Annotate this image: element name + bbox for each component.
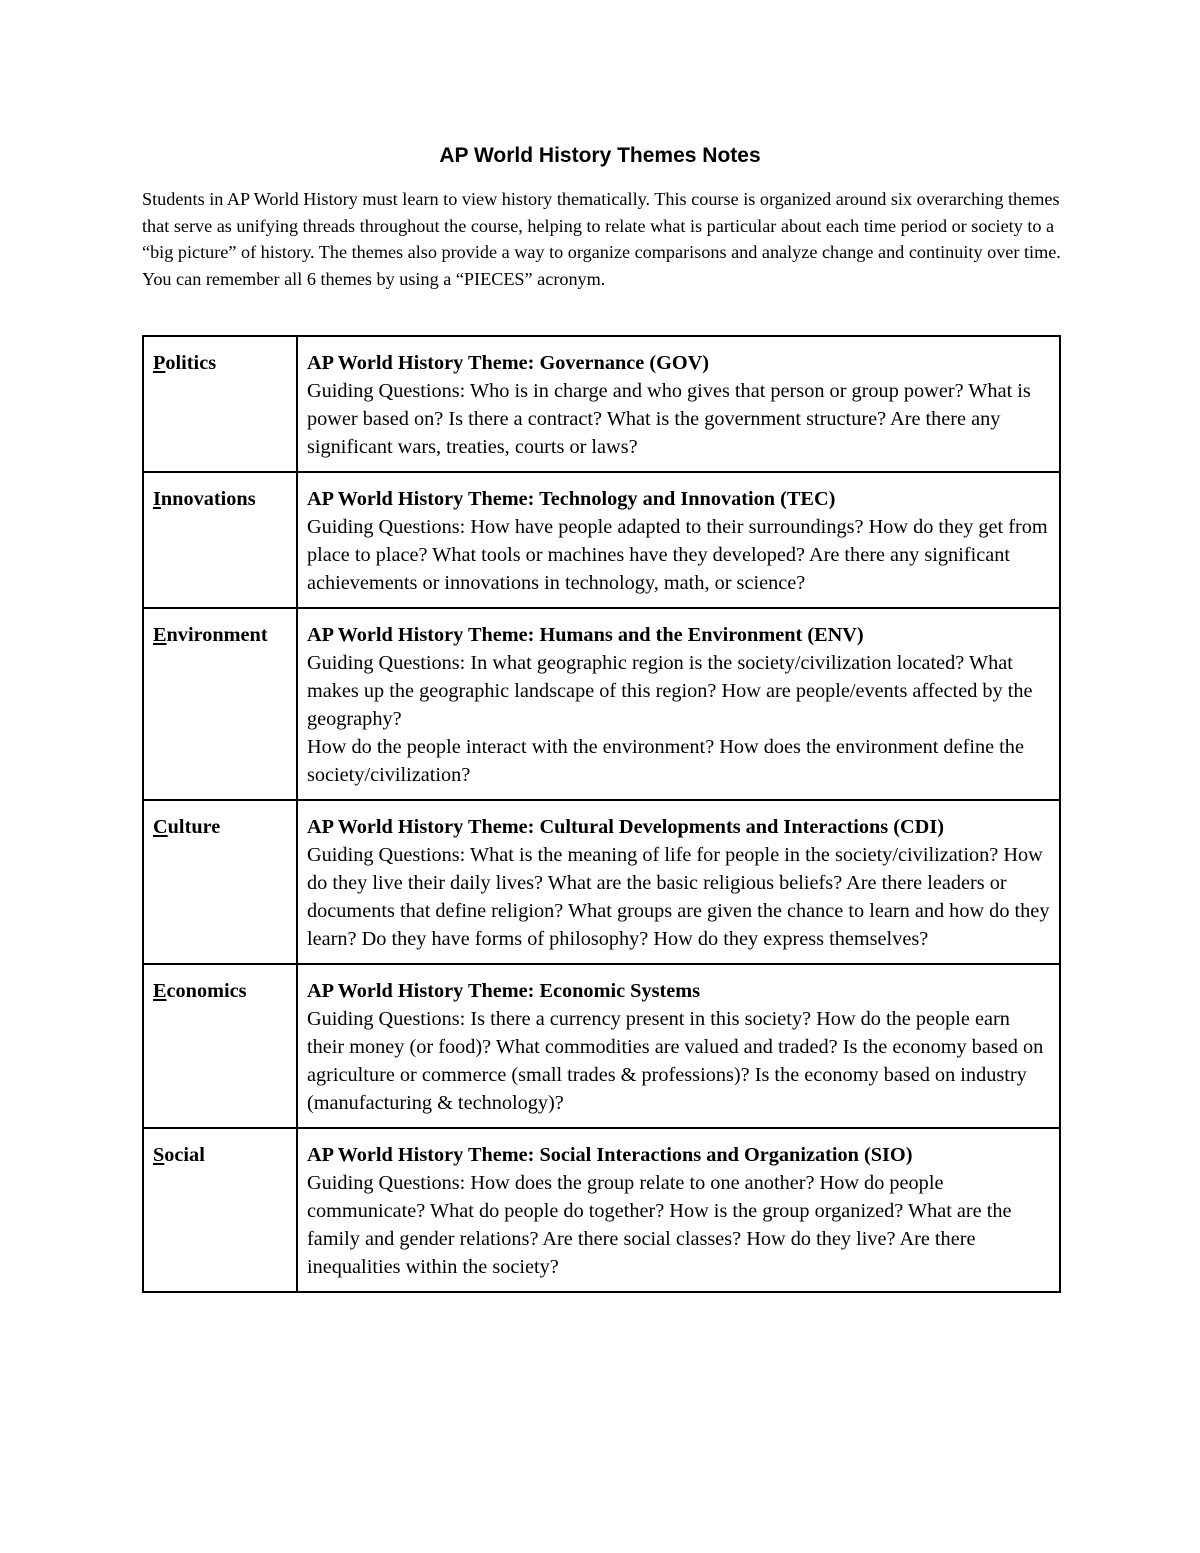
table-row (143, 1128, 1060, 1292)
term-rest: nvironment (166, 624, 268, 646)
guiding-questions-continued: How do the people interact with the environment? How does the environment define the society/civilization? (307, 736, 1024, 786)
description-cell (297, 800, 1060, 964)
table-row (143, 336, 1060, 472)
theme-name: AP World History Theme: Governance (GOV) (307, 352, 710, 374)
table-row (143, 964, 1060, 1128)
term-cell (143, 608, 297, 800)
guiding-questions: Guiding Questions: How does the group relate to one another? How do people communicate? What do people do together? How is the group organized? What are the family and gender relations? Are there social classes? How do they live? Are there inequalities within the society? (307, 1172, 1012, 1278)
description-cell (297, 472, 1060, 608)
description-cell (297, 1128, 1060, 1292)
guiding-questions: Guiding Questions: Is there a currency present in this society? How do the people earn their money (or food)? What commodities are valued and traded? Is the economy based on agriculture or commerce (small trades & professions)? Is the economy based on industry (manufacturing & technology)? (307, 1008, 1044, 1114)
acronym-letter: C (153, 816, 168, 838)
acronym-letter: P (153, 352, 166, 374)
theme-name: AP World History Theme: Social Interactions and Organization (SIO) (307, 1144, 913, 1166)
acronym-letter: S (153, 1144, 165, 1166)
term-cell (143, 800, 297, 964)
term-rest: olitics (165, 352, 217, 374)
guiding-questions: Guiding Questions: Who is in charge and who gives that person or group power? What is power based on? Is there a contract? What is the government structure? Are there any significant wars, treaties, courts or laws? (307, 380, 1031, 458)
term-cell (143, 964, 297, 1128)
term-rest: conomics (166, 980, 247, 1002)
acronym-letter: I (153, 488, 161, 510)
table-row (143, 800, 1060, 964)
table-row (143, 608, 1060, 800)
theme-name: AP World History Theme: Cultural Developments and Interactions (CDI) (307, 816, 944, 838)
description-cell (297, 336, 1060, 472)
themes-table (142, 335, 1061, 1293)
acronym-letter: E (153, 624, 167, 646)
term-rest: nnovations (160, 488, 256, 510)
guiding-questions: Guiding Questions: In what geographic region is the society/civilization located? What makes up the geographic landscape of this region? How are people/events affected by the geography? (307, 652, 1033, 730)
theme-name: AP World History Theme: Technology and Innovation (TEC) (307, 488, 836, 510)
intro-paragraph: Students in AP World History must learn to view history thematically. This course is organized around six overarching themes that serve as unifying threads throughout the course, helping to relate what is particular about each time period or society to a “big picture” of history. The themes also provide a way to organize comparisons and analyze change and continuity over time. You can remember all 6 themes by using a “PIECES” acronym. (142, 189, 1061, 290)
guiding-questions: Guiding Questions: What is the meaning of life for people in the society/civilization? How do they live their daily lives? What are the basic religious beliefs? Are there leaders or documents that define religion? What groups are given the chance to learn and how do they learn? Do they have forms of philosophy? How do they express themselves? (307, 844, 1050, 950)
term-cell (143, 472, 297, 608)
term-cell (143, 1128, 297, 1292)
guiding-questions: Guiding Questions: How have people adapted to their surroundings? How do they get from place to place? What tools or machines have they developed? Are there any significant achievements or innovations in technology, math, or science? (307, 516, 1048, 594)
term-cell (143, 336, 297, 472)
acronym-letter: E (153, 980, 167, 1002)
page-title: AP World History Themes Notes (439, 144, 761, 167)
theme-name: AP World History Theme: Humans and the Environment (ENV) (307, 624, 864, 646)
term-rest: ocial (164, 1144, 205, 1166)
table-row (143, 472, 1060, 608)
term-rest: ulture (167, 816, 221, 838)
theme-name: AP World History Theme: Economic Systems (307, 980, 701, 1002)
description-cell (297, 608, 1060, 800)
description-cell (297, 964, 1060, 1128)
